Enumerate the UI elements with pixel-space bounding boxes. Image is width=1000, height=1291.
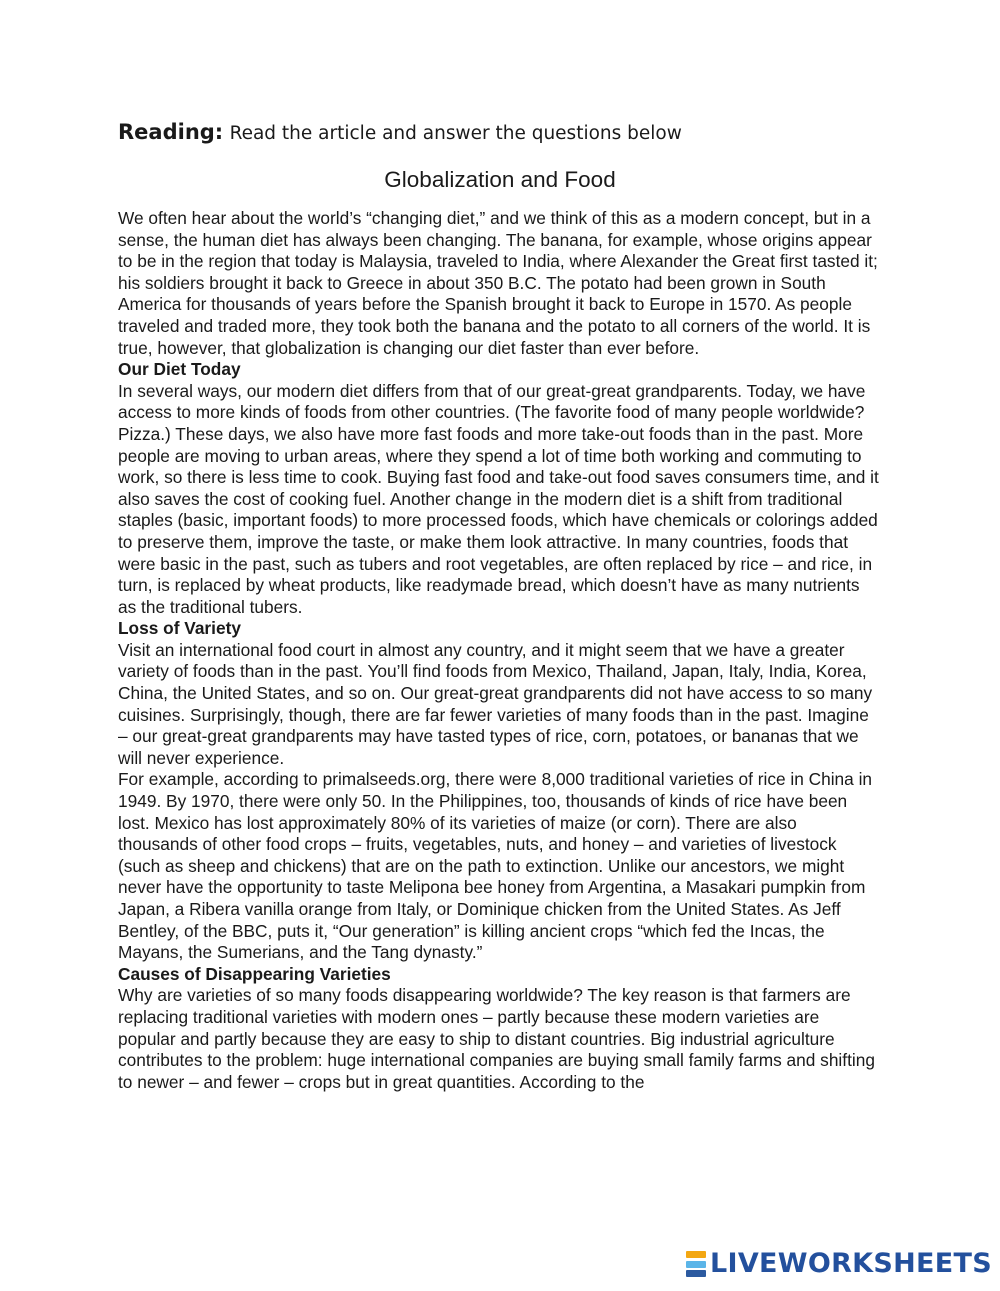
article-body [118, 208, 880, 1093]
liveworksheets-logo[interactable] [686, 1249, 992, 1279]
article-title: Globalization and Food [384, 167, 616, 192]
section-paragraph: In several ways, our modern diet differs from that of our great-great grandparents. Today, we have access to more kinds of foods from other countries. (The favorite food of many people worldwide? Pizza.) These days, we also have more fast foods and more take-out foods than in the past. More people are moving to urban areas, where they spend a lot of time both working and commuting to work, so there is less time to cook. Buying fast food and take-out food saves consumers time, and it also saves the cost of cooking fuel. Another change in the modern diet is a shift from traditional staples (basic, important foods) to more processed foods, which have chemicals or colorings added to preserve them, improve the taste, or make them look attractive. In many countries, foods that were basic in the past, such as tubers and root vegetables, are often replaced by rice – and rice, in turn, is replaced by wheat products, like readymade bread, which doesn’t have as many nutrients as the traditional tubers. [118, 380, 879, 617]
section-paragraph: For example, according to primalseeds.org, there were 8,000 traditional varieties of rice in China in 1949. By 1970, there were only 50. In the Philippines, too, thousands of kinds of rice have been lost. Mexico has lost approximately 80% of its varieties of maize (or corn). There are also thousands of other food crops – fruits, vegetables, nuts, and honey – and varieties of livestock (such as sheep and chickens) that are on the path to extinction. Unlike our ancestors, we might never have the opportunity to taste Melipona bee honey from Argentina, a Masakari pumpkin from Japan, a Ribera vanilla orange from Italy, or Dominique chicken from the United States. As Jeff Bentley, of the BBC, puts it, “Our generation” is killing ancient crops “which fed the Incas, the Mayans, the Sumerians, and the Tang dynasty.” [118, 769, 873, 963]
intro-paragraph: We often hear about the world’s “changing diet,” and we think of this as a modern concept, but in a sense, the human diet has always been changing. The banana, for example, whose origins appear to be in the region that today is Malaysia, traveled to India, where Alexander the Great first tasted it; his soldiers brought it back to Greece in about 350 B.C. The potato had been grown in South America for thousands of years before the Spanish brought it back to Europe in 1570. As people traveled and traded more, they took both the banana and the potato to all corners of the world. It is true, however, that globalization is changing our diet faster than ever before. [118, 208, 878, 358]
logo-text: LIVEWORKSHEETS [709, 1248, 992, 1279]
reading-label: Reading: [118, 120, 224, 144]
reading-heading [118, 118, 682, 148]
reading-instructions: Read the article and answer the questions below [229, 123, 682, 144]
section-heading-causes: Causes of Disappearing Varieties [118, 963, 391, 984]
section-paragraph: Why are varieties of so many foods disappearing worldwide? The key reason is that farmers are replacing traditional varieties with modern ones – partly because these modern varieties are popular and partly because they are easy to ship to distant countries. Big industrial agriculture contributes to the problem: huge international companies are buying small family farms and shifting to newer – and fewer – crops but in great quantities. According to the [118, 985, 875, 1092]
section-paragraph: Visit an international food court in almost any country, and it might seem that we have a greater variety of foods than in the past. You’ll find foods from Mexico, Thailand, Japan, Italy, India, Korea, China, the United States, and so on. Our great-great grandparents did not have access to so many cuisines. Surprisingly, though, there are far fewer varieties of many foods than in the past. Imagine – our great-great grandparents may have tasted types of rice, corn, potatoes, or bananas that we will never experience. [118, 639, 873, 768]
section-heading-diet-today: Our Diet Today [118, 359, 241, 380]
liveworksheets-logo-icon [686, 1251, 706, 1277]
section-heading-loss-of-variety: Loss of Variety [118, 618, 241, 639]
